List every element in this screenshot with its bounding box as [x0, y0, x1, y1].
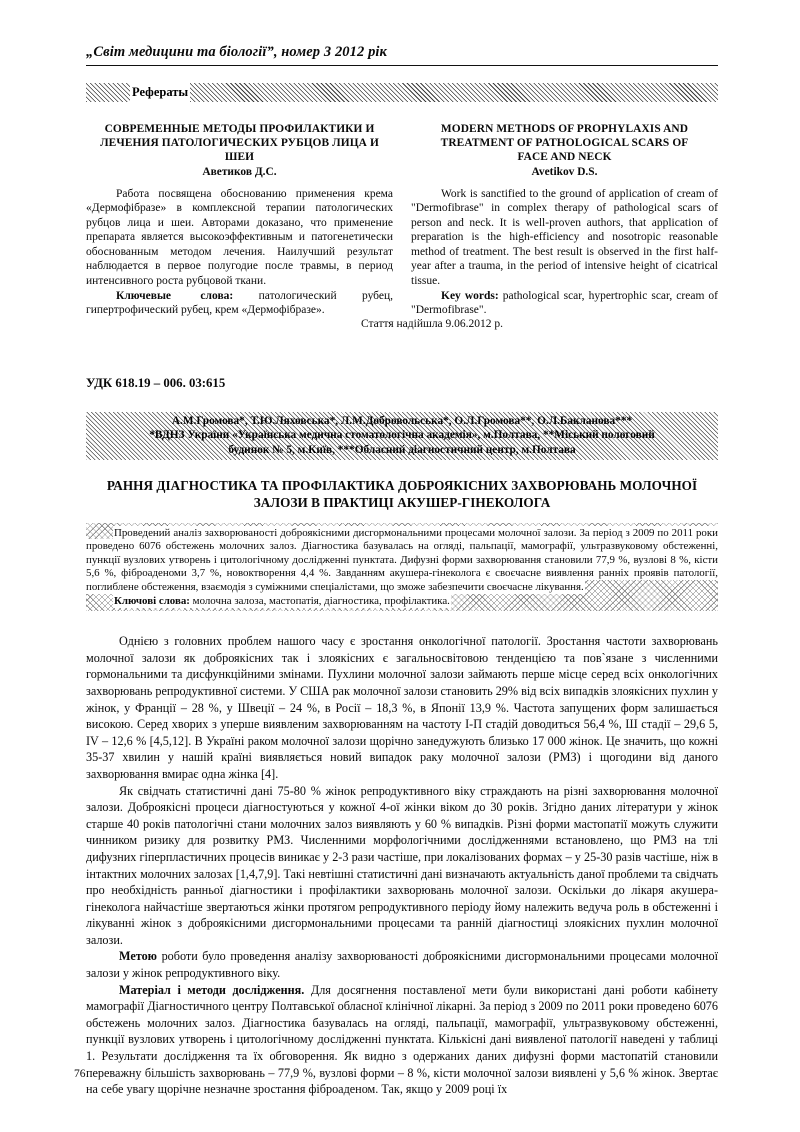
abstract-en-title-line1: MODERN METHODS OF PROPHYLAXIS AND: [440, 123, 689, 135]
running-head-rule: [86, 65, 718, 66]
abstract-en-author: Avetikov D.S.: [531, 166, 598, 178]
article-title: [86, 477, 718, 511]
authors-names: А.М.Громова*, Т.Ю.Ляховська*, Л.М.Добровольська*, О.Л.Громова**, О.Л.Бакланова***: [171, 414, 633, 427]
page-number: 76: [74, 1068, 86, 1080]
body-paragraph-4: [86, 982, 718, 1098]
body-paragraph-1: [86, 633, 718, 782]
authors-affiliation-line1: *ВДНЗ України «Українська медична стоматологічна академія», м.Полтава, **Міський пологовий: [149, 429, 655, 442]
abstract-ru-author: Аветиков Д.С.: [202, 166, 277, 178]
body-paragraph-1-text: Однією з головних проблем нашого часу є зростання онкологічної патології. Зростання частоти захворювань молочної залози як доброякісних так і злоякісних є загальносвітовою тенденцією та пов`язане з численними гормональними та дисфункційними змінами. Пухлини молочної залози займають перше місце серед всіх онкологічних захворювань репродуктивної системи. У США рак молочної залози становить 29% від всіх випадків злоякісних пухлин у жінок, у Франції – 28 %, у Швеції – 24 %, в Росії – 18,3 %, в Японії 13,9 %. Частота запущених форм залишається високою. Серед хворих з уперше виявленим захворюванням на частоту І-П стадій доводиться 56,4 %, Ш стадії – 29,6 5, IV – 12,6 % [4,5,12]. В Україні раком молочної залози щорічно занедужують близько 17 000 жінок. Це значить, що кожні 35-37 хвилин у нашій країні виявляється новий випадок раку молочної залози (РМЗ) і щогодини від даного захворювання вмирає одна жінка [4].: [86, 634, 718, 781]
abstract-en-title-line2: TREATMENT OF PATHOLOGICAL SCARS OF: [440, 137, 689, 149]
udc-code: УДК 618.19 – 006. 03:615: [86, 375, 226, 390]
page-content: [86, 0, 718, 1098]
article-title-line1: РАННЯ ДІАГНОСТИКА ТА ПРОФІЛАКТИКА ДОБРОЯКІСНИХ ЗАХВОРЮВАНЬ МОЛОЧНОЇ: [106, 477, 698, 493]
body-paragraph-2: [86, 783, 718, 949]
abstract-en-keywords-label: Key words:: [441, 289, 499, 302]
abstract-column-english: [411, 122, 718, 318]
body-paragraph-4-text: Для досягнення поставленої мети були використані дані роботи кабінету мамографії Діагностичного центру Полтавської обласної клінічної лікарні. За період з 2009 по 2011 роки проведено 6076 обстежень молочних залоз. Діагностика базувалась на огляді, пальпації, мамографії, ультразвуковому обстеженні, пункції вузлових утворень і цитологічному дослідженні пунктата. Кількісні дані виявленої патології наведені у таблиці 1. Результати дослідження та їх обговорення. Як видно з одержаних даних дифузні форми мастопатій становили переважну більшість захворювань – 77,9 %, вузлові форми – 8 %, кісти молочної залози виявлені у 5,6 % жінок. Звертає на себе увагу щорічне незначне зростання фіброаденом. Так, якщо у 2009 році їх: [86, 982, 719, 1097]
abstract-en-keywords-value: pathological scar, hypertrophic scar, cream of "Dermofibrase".: [411, 289, 719, 317]
article-keywords-label: Ключові слова:: [114, 594, 190, 607]
abstract-en-body: Work is sanctified to the ground of application of cream of "Dermofibrase" in complex therapy of pathological scars of person and neck. It is well-proven authors, that application of preparation is the high-efficiency and nosotropic reasonable method of treatment. The best result is observed in the first half-year after a trauma, in the period of intensive height of cicatrical tissue.: [411, 187, 718, 288]
received-note: Стаття надійшла 9.06.2012 р.: [360, 317, 504, 330]
abstract-ru-body: Работа посвящена обоснованию применения крема «Дермофібразе» в комплексной терапии патологических рубцов лица и шеи. Авторами доказано, что применение препарата является высокоэффективным и патогенетически обоснованным методом лечения. Наилучший результат наблюдается в первое полугодие после травмы, в период интенсивного роста рубцовой ткани.: [86, 187, 393, 288]
authors-affiliation-line2: будинок № 5, м.Київ, ***Обласний діагностичний центр, м.Полтава: [228, 444, 576, 457]
running-head: „Світ медицини та біології”, номер 3 2012 рік: [86, 44, 387, 60]
body-paragraph-3-text: роботи було проведення аналізу захворюваності доброякісними дисгормональними процесами молочної залози у жінок репродуктивного віку.: [86, 949, 718, 981]
article-title-line2: ЗАЛОЗИ В ПРАКТИЦІ АКУШЕР-ГІНЕКОЛОГА: [253, 494, 551, 510]
body-paragraph-3-lead: Метою: [119, 949, 157, 964]
authors-affiliation-block: [86, 412, 718, 460]
body-paragraph-3: [86, 948, 718, 981]
abstract-columns: [86, 122, 718, 318]
body-paragraph-4-lead: Матеріал і методи дослідження.: [119, 982, 305, 997]
abstract-ru-title-line2: ЛЕЧЕНИЯ ПАТОЛОГИЧЕСКИХ РУБЦОВ ЛИЦА И ШЕИ: [100, 137, 379, 163]
article-keywords-ua: [86, 595, 718, 609]
section-band-referaty: [86, 83, 718, 102]
section-band-label: Рефераты: [130, 83, 190, 102]
article-keywords-value: молочна залоза, мастопатія, діагностика, профілактика.: [192, 594, 450, 607]
article-body: [86, 633, 718, 1098]
abstract-en-keywords: [411, 289, 718, 318]
body-paragraph-2-text: Як свідчать статистичні дані 75-80 % жінок репродуктивного віку страждають на різні захворювання молочної залози. Доброякісні процеси діагностуються у кожної 4-ої жінки віком до 30 років. Згідно даних літератури у жінок старше 40 років патологічні стани молочних залоз виявляють у 60 % випадків. Різні форми мастопатії можуть служити чинником ризику для розвитку РМЗ. Численними морфологічними дослідженнями встановлено, що РМЗ на тлі дифузних гіперпластичних процесів виникає у 2-3 рази частіше, при локалізованих формах – у 25-30 разів частіше, ніж в інтактних молочних залозах [1,4,7,9]. Такі невтішні статистичні дані визначають актуальність даної проблеми та свідчать про необхідність ранньої діагностики і профілактики захворювань молочної залози. Оскільки до лікаря акушера-гінеколога найчастіше звертаються жінки протягом репродуктивного періоду йому належить ведуча роль в обстеженні і лікуванні жінок з доброякісними дисгормональними процесами та ранній діагностиці злоякісних пухлин молочної залози.: [86, 783, 719, 947]
article-abstract-ua: [86, 527, 718, 595]
abstract-en-title-line3: FACE AND NECK: [517, 151, 612, 163]
abstract-ru-keywords: [86, 289, 393, 318]
article-abstract-block: [86, 523, 718, 612]
article-abstract-ua-text: Проведений аналіз захворюваності доброякісними дисгормональними процесами молочної залози. За період з 2009 по 2011 роки проведено 6076 обстежень молочних залоз. Діагностика базувалась на огляді, пальпації, мамографії, ультразвуковому обстеженні, пункції вузлових утворень і цитологічному дослідженні пунктата. Дифузні форми захворювання становили 77,9 %, вузлові 8 %, кісти 5,6 %, фіброаденоми 3,7 %, новоктворення 4,4 %. Завданням акушера-гінеколога є своєчасне виявлення ранніх проявів патології, поглиблене обстеження, взаємодія з суміжними спеціалістами, що зможе забезпечити своєчасне лікування.: [86, 526, 718, 593]
abstract-column-russian: [86, 122, 393, 318]
abstract-ru-title-line1: СОВРЕМЕННЫЕ МЕТОДЫ ПРОФИЛАКТИКИ И: [104, 123, 375, 135]
abstract-ru-keywords-label: Ключевые слова:: [116, 289, 234, 302]
abstract-ru-keywords-value: патологический рубец, гипертрофический рубец, крем «Дермофібразе».: [86, 289, 394, 317]
article-keywords-ua-inner: [114, 595, 450, 607]
